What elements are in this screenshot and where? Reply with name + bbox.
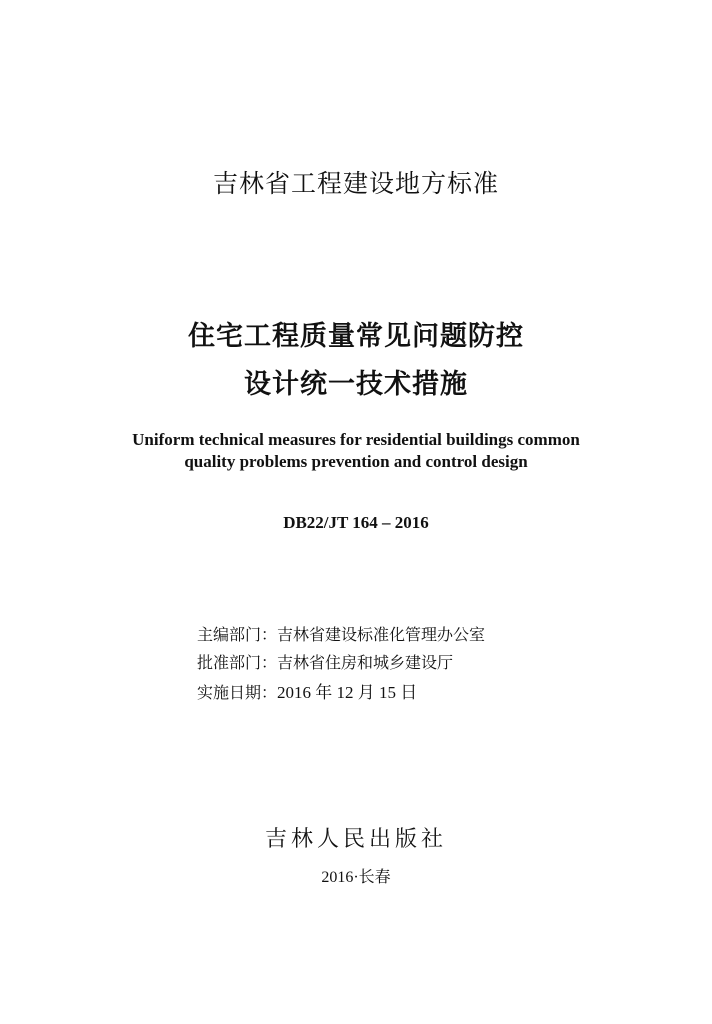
approver-department-row — [197, 650, 453, 673]
english-title-line-2: quality problems prevention and control design — [184, 452, 528, 471]
editor-department-row — [197, 622, 485, 645]
editor-department-value: 吉林省建设标准化管理办公室 — [277, 625, 486, 644]
effective-date-value: 2016 年 12 月 15 日 — [277, 683, 418, 702]
effective-date-label: 实施日期： — [197, 683, 278, 702]
approver-department-value: 吉林省住房和城乡建设厅 — [277, 653, 454, 672]
standard-series-heading: 吉林省工程建设地方标准 — [212, 169, 499, 198]
publication-place-year: 2016·长春 — [321, 869, 391, 886]
standard-code: DB22/JT 164 – 2016 — [283, 513, 429, 532]
chinese-title-line-1: 住宅工程质量常见问题防控 — [188, 321, 524, 352]
editor-department-label: 主编部门： — [197, 625, 278, 644]
effective-date-row — [197, 678, 417, 703]
english-title-line-1: Uniform technical measures for residential buildings common — [132, 430, 580, 449]
chinese-title-line-2: 设计统一技术措施 — [244, 369, 468, 400]
approver-department-label: 批准部门： — [197, 653, 278, 672]
publisher-name: 吉林人民出版社 — [264, 827, 447, 852]
